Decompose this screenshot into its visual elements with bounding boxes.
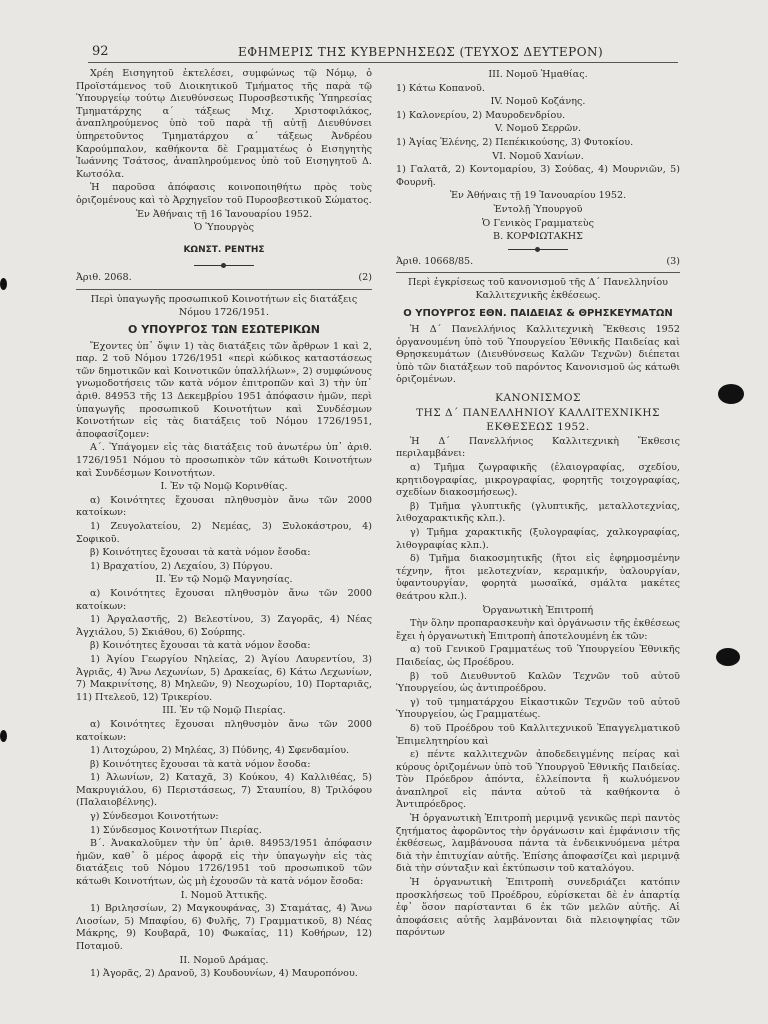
separator — [194, 265, 254, 266]
community-list: 1) Ἁγίας Ἑλένης, 2) Πεπέκικούσης, 3) Φυτοκίου. — [396, 136, 634, 148]
paragraph: Β΄. Ἀνακαλοῦμεν τὴν ὑπ᾽ ἀριθ. 84953/1951 ἀπόφασιν ἡμῶν, καθ᾽ ὃ μέρος ἀφορᾷ εἰς τὴν ὑπαγωγὴν εἰς τὰς διατάξεις τοῦ Νόμου 1726/1951 τοῦ προσωπικοῦ τῶν κάτωθι Κοινοτήτων, ὡς μὴ ἐχουσῶν τὰ κατὰ νόμον ἔσοδα: — [76, 838, 372, 888]
category-line: γ) Σύνδεσμοι Κοινοτήτων: — [90, 811, 219, 823]
prefecture-heading: ΙΙΙ. Νομοῦ Ἠμαθίας. — [488, 69, 588, 80]
paragraph: Ἡ παροῦσα ἀπόφασις κοινοποιηθήτω πρὸς τοὺς ὁριζομένους καὶ τὸ Ἀρχηγεῖον τοῦ Πυροσβεστικοῦ Σώματος. — [76, 182, 372, 206]
decision-arith: Ἀριθ. 2068. — [76, 272, 132, 284]
prefecture-heading: V. Νομοῦ Σερρῶν. — [494, 123, 582, 135]
paragraph: Ἡ ὀργανωτικὴ Ἐπιτροπὴ συνεδριάζει κατόπιν προσκλήσεως τοῦ Προέδρου, εὑρίσκεται δὲ ἐν ἀπαρτίᾳ ἐφ᾽ ὅσον παρίστανται 6 ἐκ τῶν μελῶν αὐτῆς. Αἱ ἀποφάσεις αὐτῆς λαμβάνονται διὰ πλειοψηφίας τῶν παρόντων — [396, 877, 680, 939]
section-item: β) Τμῆμα γλυπτικῆς (γλυπτικῆς, μεταλλοτεχνίας, λιθοχαρακτικῆς κλπ.). — [396, 500, 680, 525]
paragraph: Ἡ Δ΄ Πανελλήνιος Καλλιτεχνικὴ Ἔκθεσις 1952 ὀργανουμένη ὑπὸ τοῦ Ὑπουργείου Ἐθνικῆς Παιδείας καὶ Θρησκευμάτων (Διευθύνσεως Καλῶν Τεχνῶν) διέπεται ὑπὸ τῶν διατάξεων τοῦ παρόντος Κανονισμοῦ ὡς κάτωθι ὁριζομένων. — [396, 324, 680, 386]
signer-title: Ὁ Ὑπουργὸς — [194, 222, 254, 234]
prefecture-heading: ΙΙΙ. Ἐν τῷ Νομῷ Πιερίας. — [162, 705, 286, 717]
community-list: 1) Ἀργαλαστῆς, 2) Βελεστίνου, 3) Ζαγορᾶς, 4) Νέας Ἀγχιάλου, 5) Σκιάθου, 6) Σούρπης. — [76, 614, 372, 638]
signer-name: Β. ΚΟΡΦΙΩΤΑΚΗΣ — [493, 231, 583, 243]
prefecture-heading: ΙΙ. Νομοῦ Δράμας. — [179, 954, 269, 966]
prefecture-heading: Ι. Ἐν τῷ Νομῷ Κορινθίας. — [160, 481, 288, 493]
community-list: 1) Κάτω Κοπανοῦ. — [396, 82, 485, 94]
community-list: 1) Ζευγολατείου, 2) Νεμέας, 3) Ξυλοκάστρου, 4) Σοφικοῦ. — [76, 521, 372, 545]
member-item: α) τοῦ Γενικοῦ Γραμματέως τοῦ Ὑπουργείου Ἐθνικῆς Παιδείας, ὡς Προέδρου. — [396, 644, 680, 668]
signer-line: Ὁ Γενικὸς Γραμματεὺς — [482, 217, 594, 229]
decision-subject: Περὶ ὑπαγωγῆς προσωπικοῦ Κοινοτήτων εἰς διατάξεις Νόμου 1726/1951. — [90, 293, 358, 318]
separator — [508, 249, 568, 250]
category-line: β) Κοινότητες ἔχουσαι τὰ κατὰ νόμον ἔσοδα: — [90, 547, 311, 559]
signer-name: ΚΩΝΣΤ. ΡΕΝΤΗΣ — [183, 244, 265, 255]
decision-number — [76, 272, 372, 285]
section-item: δ) Τμῆμα διακοσμητικῆς (ἤτοι εἰς ἐφηρμοσμένην τέχνην, ἤτοι μελοτεχνίαν, κεραμικήν, ὑαλουργίαν, ὑφαντουργίαν, φορητὰ μωσαϊκά, σμάλτα μακέτες θεάτρου κλπ.). — [396, 553, 680, 602]
subheading: Ὀργανωτικὴ Ἐπιτροπή — [482, 604, 594, 616]
community-list: 1) Ἀλωνίων, 2) Καταχᾶ, 3) Κούκου, 4) Καλλιθέας, 5) Μακρυγιάλου, 6) Περιστάσεως, 7) Σταυπίου, 8) Τριλόφου (Παλαιοβέλνης). — [76, 772, 372, 809]
ink-blot — [718, 384, 744, 404]
decision-index: (2) — [358, 272, 372, 284]
decision-arith: Ἀριθ. 10668/85. — [396, 255, 474, 267]
prefecture-heading: Ι. Νομοῦ Ἀττικῆς. — [180, 889, 268, 901]
category-line: α) Κοινότητες ἔχουσαι πληθυσμὸν ἄνω τῶν 2000 κατοίκων: — [76, 718, 372, 743]
regulation-title: ΚΑΝΟΝΙΣΜΟΣ — [495, 392, 581, 405]
category-line: α) Κοινότητες ἔχουσαι πληθυσμὸν ἄνω τῶν 2000 κατοίκων: — [76, 494, 372, 519]
decision-number — [396, 256, 680, 269]
ink-blot — [0, 278, 7, 290]
member-item: δ) τοῦ Προέδρου τοῦ Καλλιτεχνικοῦ Ἐπαγγελματικοῦ Ἐπιμελητηρίου καὶ — [396, 722, 680, 747]
ministry-heading: Ο ΥΠΟΥΡΓΟΣ ΕΘΝ. ΠΑΙΔΕΙΑΣ & ΘΡΗΣΚΕΥΜΑΤΩΝ — [403, 307, 673, 319]
prefecture-heading: ΙΙ. Ἐν τῷ Νομῷ Μαγνησίας. — [155, 574, 293, 586]
section-item: γ) Τμῆμα χαρακτικῆς (ξυλογραφίας, χαλκογραφίας, λιθογραφίας κλπ.). — [396, 527, 680, 551]
member-item: β) τοῦ Διευθυντοῦ Καλῶν Τεχνῶν τοῦ αὐτοῦ Ὑπουργείου, ὡς ἀντιπροέδρου. — [396, 670, 680, 695]
left-column — [76, 68, 372, 982]
ink-blot — [716, 648, 740, 666]
rule — [396, 272, 680, 273]
community-list: 1) Ἀγορᾶς, 2) Δρανοῦ, 3) Κουδουνίων, 4) Μαυροπόνου. — [90, 968, 358, 980]
decision-subject: Περὶ ἐγκρίσεως τοῦ κανονισμοῦ τῆς Δ΄ Πανελληνίου Καλλιτεχνικῆς ἐκθέσεως. — [408, 277, 668, 301]
ink-blot — [0, 730, 7, 742]
regulation-subtitle: ΤΗΣ Δ΄ ΠΑΝΕΛΛΗΝΙΟΥ ΚΑΛΛΙΤΕΧΝΙΚΗΣ — [416, 406, 660, 419]
prefecture-heading: VΙ. Νομοῦ Χανίων. — [492, 150, 584, 162]
community-list: 1) Λιτοχώρου, 2) Μηλέας, 3) Πύδνης, 4) Σφενδαμίου. — [90, 745, 350, 757]
paragraph: Τὴν ὅλην προπαρασκευὴν καὶ ὀργάνωσιν τῆς ἐκθέσεως ἔχει ἡ ὀργανωτικὴ Ἐπιτροπὴ ἀποτελουμένη ἐκ τῶν: — [396, 618, 680, 642]
paragraph: Χρέη Εισηγητοῦ ἐκτελέσει, συμφώνως τῷ Νόμῳ, ὁ Προϊστάμενος τοῦ Διοικητικοῦ Τμήματος τῆς παρὰ τῷ Ὑπουργείῳ τούτῳ Διευθύνσεως Πυροσβεστικῆς Ὑπηρεσίας Τμηματάρχης α΄ τάξεως Μιχ. Χριστοφιλάκος, ἀναπληρούμενος ὑπὸ τοῦ παρὰ τῇ αὐτῇ Διευθύνσει ὑπηρετοῦντος Τμηματάρχου α΄ τάξεως Ἀνδρέου Καρούμπαλον, καθήκοντα δὲ Γραμματέως ὁ Εισηγητὴς Ἰωάννης Τσάτσος, ἀναπληρούμενος ὑπὸ τοῦ Εισηγητοῦ Δ. Κωτσόλα. — [76, 68, 372, 180]
running-title: ΕΦΗΜΕΡΙΣ ΤΗΣ ΚΥΒΕΡΝΗΣΕΩΣ (ΤΕΥΧΟΣ ΔΕΥΤΕΡΟΝ) — [238, 45, 604, 59]
community-list: 1) Γαλατᾶ, 2) Κοντομαρίου, 3) Σούδας, 4) Μουρνιῶν, 5) Φουρνῆ. — [396, 164, 680, 188]
paragraph: Ἡ ὀργανωτικὴ Ἐπιτροπὴ μεριμνᾷ γενικῶς περὶ παντὸς ζητήματος ἀφορῶντος τὴν ὀργάνωσιν καὶ ἐμφάνισιν τῆς ἐκθέσεως, λαμβάνουσα πάντα τὰ ἐνδεικνυόμενα μέτρα διὰ τὴν ἐπιτυχίαν αὐτῆς. Ἐπίσης ἀποφασίζει καὶ μεριμνᾷ διὰ τὴν σύνταξιν καὶ ἐκτύπωσιν τοῦ καταλόγου. — [396, 813, 680, 875]
community-list: 1) Ἁγίου Γεωργίου Νηλείας, 2) Ἁγίου Λαυρεντίου, 3) Ἀγριᾶς, 4) Ἄνω Λεχωνίων, 5) Δρακείας, 6) Κάτω Λεχωνίων, 7) Μακρινίτσης, 8) Μηλεῶν, 9) Νεοχωρίου, 10) Πορταριᾶς, 11) Πτελεοῦ, 12) Τρικερίου. — [76, 653, 372, 703]
community-list: 1) Βριλησσίων, 2) Μαγκουφάνας, 3) Σταμάτας, 4) Ἄνω Λιοσίων, 5) Μπαφίου, 6) Φυλῆς, 7) Γραμματικοῦ, 8) Νέας Μάκρης, 9) Κουβαρᾶ, 10) Φωκαίας, 11) Κοθήρων, 12) Ποταμοῦ. — [76, 903, 372, 952]
regulation-subtitle: ΕΚΘΕΣΕΩΣ 1952. — [486, 421, 590, 434]
page-header — [88, 40, 678, 63]
member-item: ε) πέντε καλλιτεχνῶν ἀποδεδειγμένης πείρας καὶ κύρους ὁριζομένων ὑπὸ τοῦ Ὑπουργοῦ Ἐθνικῆς Παιδείας. Τὸν Πρόεδρον ἀπόντα, ἐλλείποντα ἢ κωλυόμενον ἀναπληροῖ εἰς πάντα αὐτοῦ τὰ καθήκοντα ὁ Ἀντιπρόεδρος. — [396, 749, 680, 811]
member-item: γ) τοῦ τμηματάρχου Εἰκαστικῶν Τεχνῶν τοῦ αὐτοῦ Ὑπουργείου, ὡς Γραμματέως. — [396, 696, 680, 721]
prefecture-heading: ΙV. Νομοῦ Κοζάνης. — [490, 96, 586, 108]
paragraph: Ἔχοντες ὑπ᾽ ὄψιν 1) τὰς διατάξεις τῶν ἄρθρων 1 καὶ 2, παρ. 2 τοῦ Νόμου 1726/1951 «περὶ κώδικος καταστάσεως τῶν δημοτικῶν καὶ Κοινοτικῶν ὑπαλλήλων», 2) συμφώνους γνωμοδοτήσεις τῶν κατὰ νόμον ἐπιτροπῶν καὶ 3) τὴν ὑπ᾽ ἀριθ. 84953 τῆς 13 Δεκεμβρίου 1951 ἀπόφασιν ἡμῶν, περὶ ὑπαγωγῆς προσωπικοῦ Κοινοτήτων καὶ Συνδέσμων Κοινοτήτων εἰς τὰς διατάξεις τοῦ Νόμου 1726/1951, ἀποφασίζομεν: — [76, 340, 372, 440]
community-list: 1) Σύνδεσμος Κοινοτήτων Πιερίας. — [90, 824, 262, 836]
category-line: β) Κοινότητες ἔχουσαι τὰ κατὰ νόμον ἔσοδα: — [90, 758, 311, 770]
community-list: 1) Καλονερίου, 2) Μαυροδενδρίου. — [396, 109, 566, 121]
date-line: Ἐν Ἀθήναις τῇ 16 Ἰανουαρίου 1952. — [135, 208, 313, 220]
paragraph: Ἡ Δ΄ Πανελλήνιος Καλλιτεχνικὴ Ἔκθεσις περιλαμβάνει: — [396, 435, 680, 460]
right-column — [396, 68, 680, 941]
signer-line: Ἐντολῇ Ὑπουργοῦ — [493, 203, 583, 215]
community-list: 1) Βραχατίου, 2) Λεχαίου, 3) Πύργου. — [90, 560, 273, 572]
section-item: α) Τμῆμα ζωγραφικῆς (ἐλαιογραφίας, σχεδίου, κρητιδογραφίας, μικρογραφίας, φορητῆς τοιχογραφίας, σχεδίων διακοσμήσεως). — [396, 462, 680, 499]
ministry-heading: Ο ΥΠΟΥΡΓΟΣ ΤΩΝ ΕΣΩΤΕΡΙΚΩΝ — [128, 323, 320, 337]
category-line: α) Κοινότητες ἔχουσαι πληθυσμὸν ἄνω τῶν 2000 κατοίκων: — [76, 587, 372, 612]
paragraph: Α΄. Ὑπάγομεν εἰς τὰς διατάξεις τοῦ ἀνωτέρω ὑπ᾽ ἀριθ. 1726/1951 Νόμου τὸ προσωπικὸν τῶν κάτωθι Κοινοτήτων καὶ Συνδέσμων Κοινοτήτων. — [76, 442, 372, 479]
rule — [76, 289, 372, 290]
decision-index: (3) — [666, 255, 680, 267]
page-number: 92 — [92, 44, 109, 59]
date-line: Ἐν Ἀθήναις τῇ 19 Ἰανουαρίου 1952. — [449, 190, 627, 202]
category-line: β) Κοινότητες ἔχουσαι τὰ κατὰ νόμον ἔσοδα: — [90, 640, 311, 652]
